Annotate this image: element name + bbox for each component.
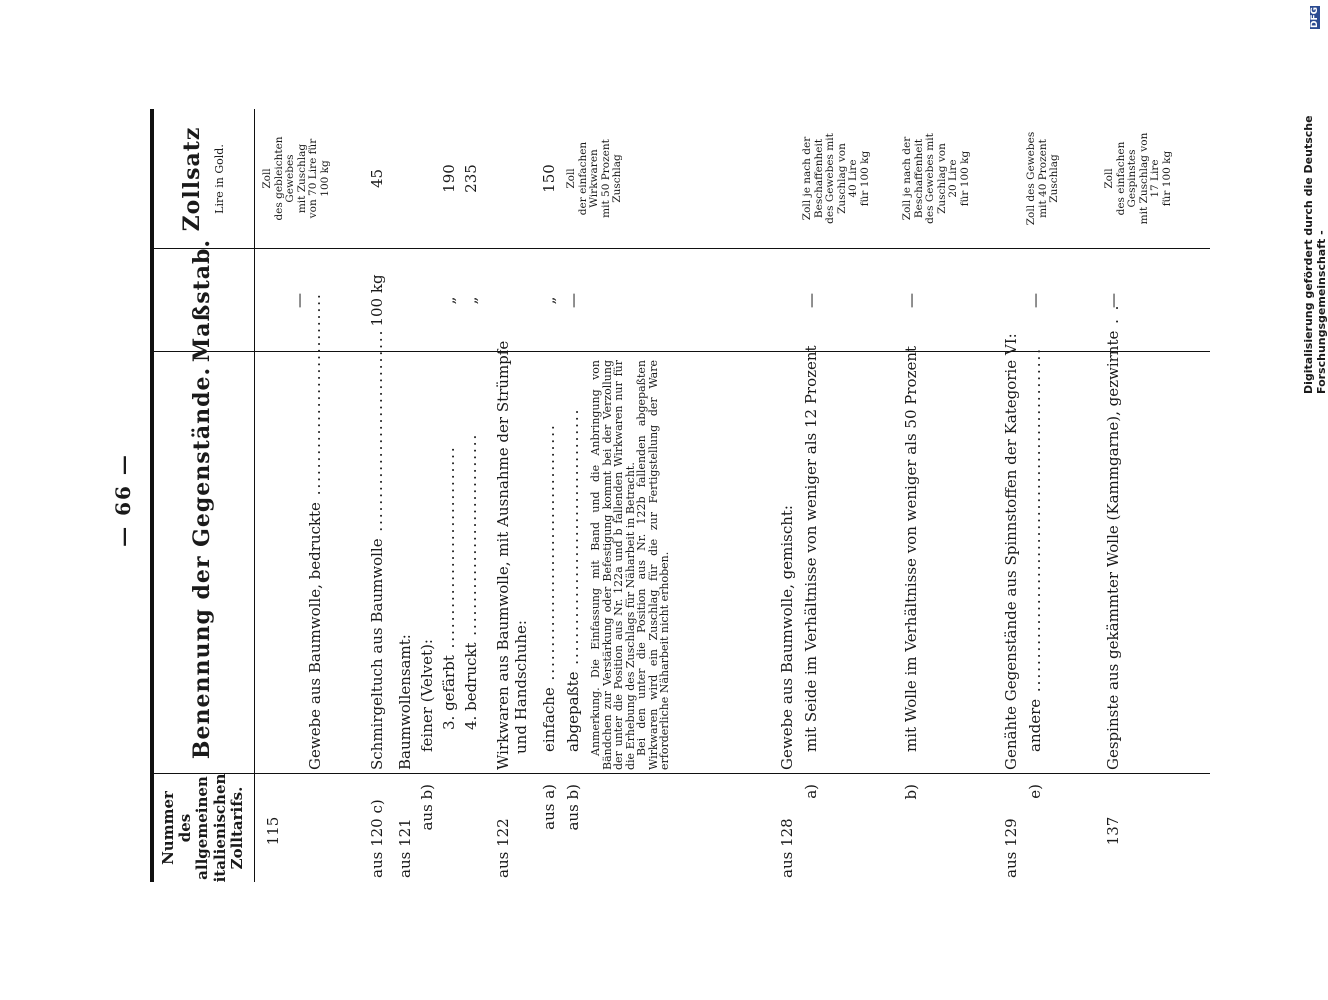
dfg-logo: DFG (1310, 7, 1320, 29)
table-row: 115 Gewebe aus Baumwolle, bedruckte .............................. — Zoll des gebleichten Gewebes mit Zuschlag von 70 Lire für 100 kg (260, 109, 360, 882)
table-row: a) mit Seide im Verhältnisse von weniger als 12 Prozent — Zoll je nach der Beschaffenheit des Gewebes mit Zuschlag von 40 Lire für 100 kg (802, 109, 892, 882)
table-row: 3. gefärbt .............................. „ 190 (440, 164, 458, 730)
rate-cell: Zoll je nach der Beschaffenheit des Gewebes mit Zuschlag von 20 Lire für 100 kg (901, 133, 971, 224)
tariff-table (150, 109, 1210, 882)
table-top-rule (150, 109, 154, 882)
table-row: aus a) einfache ...................................... „ 150 (540, 164, 558, 830)
table-row: aus b) abgepaßte ...................................... — Zoll der einfachen Wirkwaren mit 50 Prozent Zuschlag (564, 109, 624, 882)
table-row: aus b) feiner (Velvet): (418, 639, 436, 831)
header-rate: Zollsatz Lire in Gold. (178, 126, 227, 232)
table-row: aus 120 c) Schmirgeltuch aus Baumwolle .............................. 100 kg 45 (368, 168, 386, 878)
header-description: Benennung der Gegenstände. (189, 366, 216, 760)
table-row: aus 128 Gewebe aus Baumwolle, gemischt: (778, 505, 796, 878)
table-row: 4. bedruckt .............................. „ 235 (462, 164, 480, 730)
rate-cell: Zoll des Gewebes mit 40 Prozent Zuschlag (1025, 131, 1060, 226)
rate-cell: Zoll je nach der Beschaffenheit des Gewebes mit Zuschlag von 40 Lire für 100 kg (801, 133, 871, 224)
table-row: b) mit Wolle im Verhältnisse von weniger als 50 Prozent — Zoll je nach der Beschaffenheit des Gewebes mit Zuschlag von 20 Lire für 100 kg (902, 109, 992, 882)
table-row: aus 121 Baumwollensamt: (396, 634, 414, 878)
rate-cell: Zoll des gebleichten Gewebes mit Zuschlag von 70 Lire für 100 kg (261, 136, 331, 221)
rate-cell: Zoll der einfachen Wirkwaren mit 50 Prozent Zuschlag (565, 139, 623, 218)
table-row: e) andere ................................................... — Zoll des Gewebes mit 40 Prozent Zuschlag (1026, 109, 1086, 882)
table-row: aus 129 Genähte Gegenstände aus Spinnstoffen der Kategorie VI: (1002, 333, 1020, 878)
table-row: 137 Gespinste aus gekämmter Wolle (Kammgarne), gezwirnte . . — Zoll des einfachen Gespinstes mit Zuschlag von 17 Lire für 100 kg (1104, 109, 1194, 882)
table-header-rule (254, 109, 255, 882)
header-number: Nummer des allgemeinen italienischen Zolltarifs. (158, 773, 246, 883)
page-number: — 66 — (111, 453, 135, 547)
digitization-notice: Digitalisierung gefördert durch die Deutsche Forschungsgemeinschaft - DFG (1302, 7, 1328, 394)
table-row: aus 122 Wirkwaren aus Baumwolle, mit Ausnahme der Strümpfe und Handschuhe: (494, 340, 530, 878)
header-unit: Maßstab. (189, 238, 216, 363)
footnote-anmerkung: Anmerkung. Die Einfassung mit Band und die Anbringung von Bändchen zur Verstärkung oder Befestigung kommt bei der Verzollung der unter die Position aus Nr. 122a und b fallenden Wirkwaren nur für die Erhebung des Zuschlags für Näharbeit in Betracht. Bei den unter die Position aus Nr. 122b fallenden abgepaßten Wirkwaren wird ein Zuschlag für die zur Fertigstellung der Ware erforderliche Näharbeit nicht erhoben. (589, 360, 671, 770)
rate-cell: Zoll des einfachen Gespinstes mit Zuschlag von 17 Lire für 100 kg (1103, 132, 1173, 225)
